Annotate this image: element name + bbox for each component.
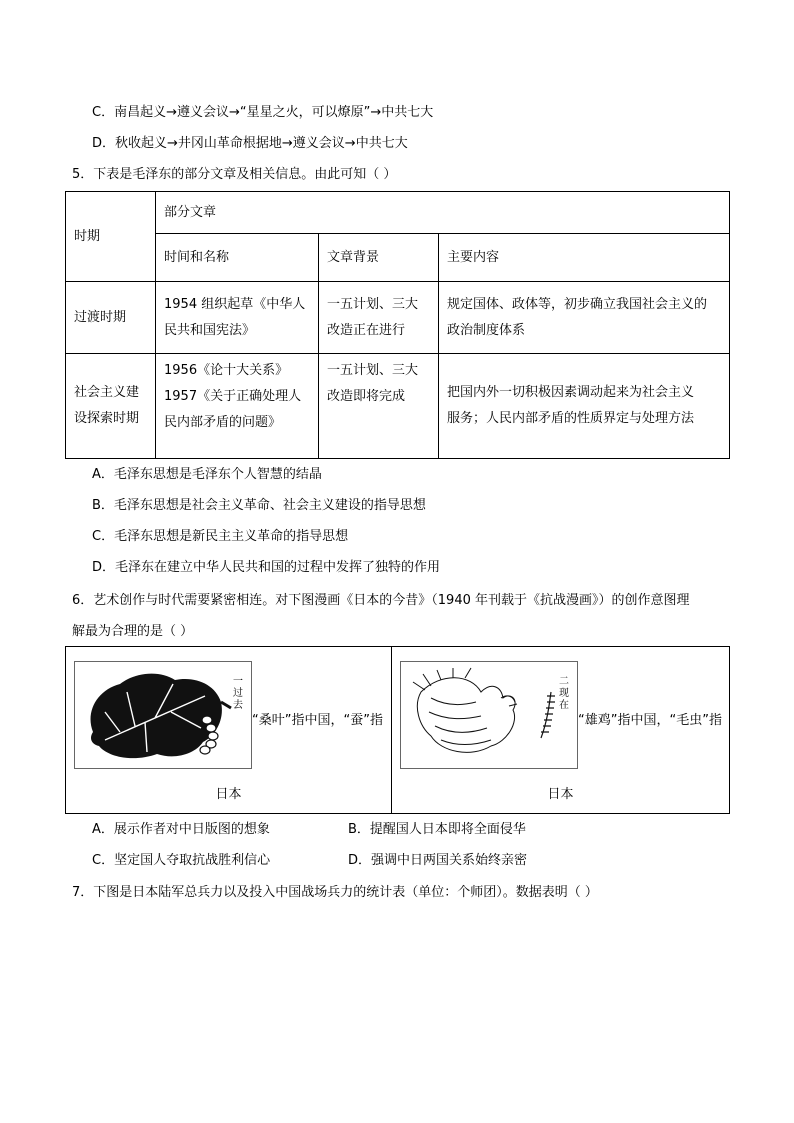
time-name-cell: 1954 组织起草《中华人 民共和国宪法》	[156, 282, 319, 354]
q5-table	[65, 191, 730, 459]
q5-option-d: D．毛泽东在建立中华人民共和国的过程中发挥了独特的作用	[92, 560, 441, 575]
q5-option-b: B．毛泽东思想是社会主义革命、社会主义建设的指导思想	[92, 498, 426, 513]
q6-option-a: A．展示作者对中日版图的想象	[92, 822, 270, 837]
right-caption: “雄鸡”指中国，“毛虫”指	[578, 713, 722, 728]
q7-stem: 7．下图是日本陆军总兵力以及投入中国战场兵力的统计表（单位：个师团）。数据表明（ ）	[72, 885, 598, 900]
q6-option-d: D．强调中日两国关系始终亲密	[348, 853, 528, 868]
q6-cartoon-table	[65, 646, 730, 814]
background-cell: 一五计划、三大 改造正在进行	[319, 282, 439, 354]
left-caption: “桑叶”指中国，“蚕”指	[252, 713, 383, 728]
rooster-caterpillar-illustration	[401, 662, 577, 768]
cartoon-present-image	[400, 661, 578, 769]
content-cell: 把国内外一切积极因素调动起来为社会主义 服务；人民内部矛盾的性质界定与处理方法	[439, 354, 730, 459]
background-cell: 一五计划、三大 改造即将完成	[319, 354, 439, 459]
table-row	[66, 282, 730, 354]
content-cell: 规定国体、政体等，初步确立我国社会主义的 政治制度体系	[439, 282, 730, 354]
right-country-label: 日本	[547, 787, 574, 802]
time-name-cell: 1956《论十大关系》 1957《关于正确处理人 民内部矛盾的问题》	[156, 354, 319, 459]
vertical-label-past: 一 过 去	[233, 676, 243, 711]
vertical-label-present: 二 现 在	[559, 676, 569, 711]
q6-option-b: B．提醒国人日本即将全面侵华	[348, 822, 526, 837]
q6-option-c: C．坚定国人夺取抗战胜利信心	[92, 853, 271, 868]
leaf-silkworm-illustration	[75, 662, 251, 768]
period-cell: 过渡时期	[66, 282, 156, 354]
header-period: 时期	[66, 192, 156, 282]
right-panel	[392, 647, 730, 814]
q6-stem-line2: 解最为合理的是（ ）	[72, 624, 194, 639]
option-d-prev: D．秋收起义→井冈山革命根据地→遵义会议→中共七大	[92, 136, 408, 151]
header-articles: 部分文章	[156, 192, 730, 234]
cartoon-past-image	[74, 661, 252, 769]
option-c-prev: C．南昌起义→遵义会议→“星星之火，可以燎原”→中共七大	[92, 105, 434, 120]
left-country-label: 日本	[215, 787, 242, 802]
period-cell: 社会主义建 设探索时期	[66, 354, 156, 459]
q5-stem: 5．下表是毛泽东的部分文章及相关信息。由此可知（ ）	[72, 167, 397, 182]
q6-stem-line1: 6．艺术创作与时代需要紧密相连。对下图漫画《日本的今昔》（1940 年刊载于《抗战漫画》）的创作意图理	[72, 593, 690, 608]
left-panel	[66, 647, 392, 814]
q5-option-a: A．毛泽东思想是毛泽东个人智慧的结晶	[92, 467, 322, 482]
header-content: 主要内容	[439, 234, 730, 282]
q5-option-c: C．毛泽东思想是新民主主义革命的指导思想	[92, 529, 349, 544]
header-time-name: 时间和名称	[156, 234, 319, 282]
table-row	[66, 354, 730, 459]
header-background: 文章背景	[319, 234, 439, 282]
